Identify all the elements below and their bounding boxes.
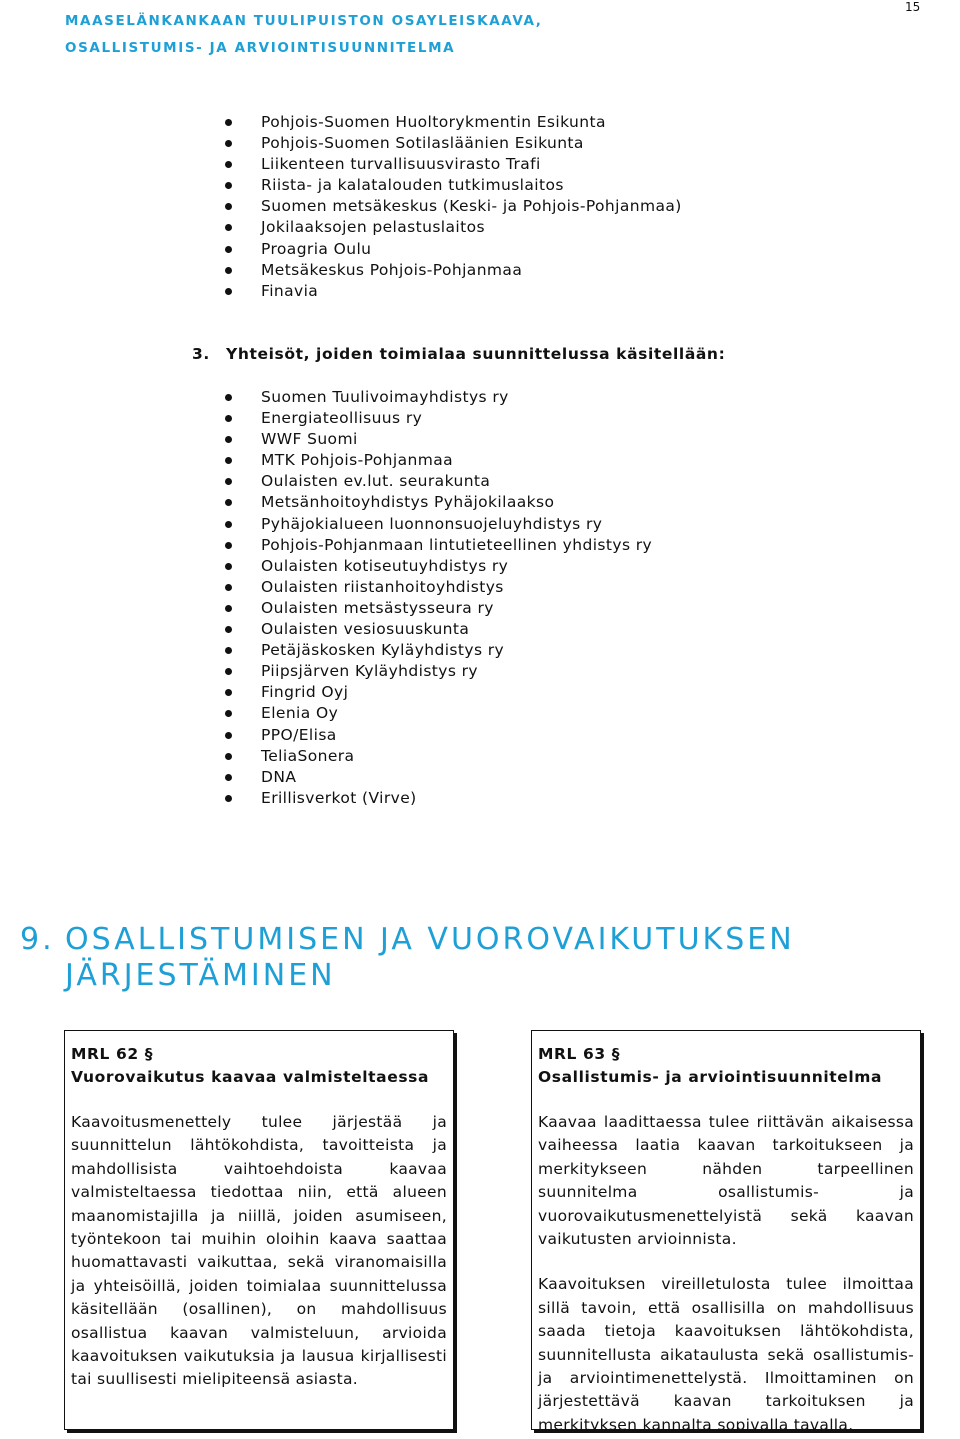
mrl-63-paragraph-1: Kaavaa laadittaessa tulee riittävän aikaisessa vaiheessa laatia kaavan tarkoitukseen ja merkitykseen nähden tarpeellinen suunnitelma osallistumis- ja vuorovaikutusmenettelyistä sekä kaavan vaikutusten arvioinnista. [538, 1113, 914, 1249]
document-title [65, 8, 543, 62]
authority-list-item: Liikenteen turvallisuusvirasto Trafi [225, 154, 682, 175]
document-title-line2: OSALLISTUMIS- JA ARVIOINTISUUNNITELMA [65, 40, 456, 56]
community-list-item: Oulaisten vesiosuuskunta [225, 619, 652, 640]
document-title-line1: MAASELÄNKANKAAN TUULIPUISTON OSAYLEISKAAVA, [65, 13, 543, 29]
section-3-number: 3. [192, 345, 210, 363]
community-list-item: Suomen Tuulivoimayhdistys ry [225, 387, 652, 408]
mrl-62-paragraph: Kaavoitusmenettely tulee järjestää ja suunnittelun lähtökohdista, tavoitteista ja mahdollisista vaihtoehdoista kaavaa valmisteltaessa tiedottaa niin, että alueen maanomistajilla ja niillä, joiden asumiseen, työntekoon tai muihin oloihin kaava saattaa huomattavasti vaikuttaa, sekä viranomaisilla ja yhteisöillä, joiden toimialaa suunnittelussa käsitellään (osallinen), on mahdollisuus osallistua kaavan valmisteluun, arvioida kaavoituksen vaikutuksia ja lausua kirjallisesti tai suullisesti mielipiteensä asiasta. [71, 1113, 447, 1389]
community-list-item: Metsänhoitoyhdistys Pyhäjokilaakso [225, 492, 652, 513]
community-list-item: Oulaisten metsästysseura ry [225, 598, 652, 619]
authorities-list [225, 112, 682, 302]
community-list-item: WWF Suomi [225, 429, 652, 450]
chapter-title: OSALLISTUMISEN JA VUOROVAIKUTUKSEN JÄRJESTÄMINEN [65, 922, 795, 993]
mrl-62-reference: MRL 62 § [71, 1045, 154, 1063]
community-list-item: Piipsjärven Kyläyhdistys ry [225, 661, 652, 682]
mrl-63-paragraph-2: Kaavoituksen vireilletulosta tulee ilmoittaa sillä tavoin, että osallisilla on mahdollisuus saada tietoja kaavoituksen lähtökohdista, suunnitellusta aikataulusta sekä osallistumis- ja arviointimenettelystä. Ilmoittaminen on järjestettävä kaavan tarkoituksen ja merkityksen kannalta sopivalla tavalla. [538, 1275, 914, 1434]
community-list-item: Pyhäjokialueen luonnonsuojeluyhdistys ry [225, 514, 652, 535]
authority-list-item: Proagria Oulu [225, 239, 682, 260]
mrl-63-reference: MRL 63 § [538, 1045, 621, 1063]
mrl-63-box [531, 1030, 921, 1434]
community-list-item: DNA [225, 767, 652, 788]
authority-list-item: Jokilaaksojen pelastuslaitos [225, 217, 682, 238]
authority-list-item: Suomen metsäkeskus (Keski- ja Pohjois-Pohjanmaa) [225, 196, 682, 217]
community-list-item: Petäjäskosken Kyläyhdistys ry [225, 640, 652, 661]
mrl-63-heading: Osallistumis- ja arviointisuunnitelma [538, 1068, 883, 1086]
community-list-item: Pohjois-Pohjanmaan lintutieteellinen yhdistys ry [225, 535, 652, 556]
section-3-heading [192, 345, 725, 363]
mrl-62-box [64, 1030, 454, 1430]
chapter-number: 9. [20, 922, 55, 957]
community-list-item: Elenia Oy [225, 703, 652, 724]
page-number: 15 [905, 0, 921, 14]
authority-list-item: Metsäkeskus Pohjois-Pohjanmaa [225, 260, 682, 281]
community-list-item: Oulaisten riistanhoitoyhdistys [225, 577, 652, 598]
authority-list-item: Finavia [225, 281, 682, 302]
community-list-item: Oulaisten ev.lut. seurakunta [225, 471, 652, 492]
authority-list-item: Pohjois-Suomen Huoltorykmentin Esikunta [225, 112, 682, 133]
authority-list-item: Pohjois-Suomen Sotilasläänien Esikunta [225, 133, 682, 154]
community-list-item: Fingrid Oyj [225, 682, 652, 703]
authority-list-item: Riista- ja kalatalouden tutkimuslaitos [225, 175, 682, 196]
community-list-item: MTK Pohjois-Pohjanmaa [225, 450, 652, 471]
community-list-item: Energiateollisuus ry [225, 408, 652, 429]
section-3-title: Yhteisöt, joiden toimialaa suunnittelussa käsitellään: [226, 345, 726, 363]
community-list-item: Erillisverkot (Virve) [225, 788, 652, 809]
mrl-62-heading: Vuorovaikutus kaavaa valmisteltaessa [71, 1068, 430, 1086]
communities-list [225, 387, 652, 809]
community-list-item: TeliaSonera [225, 746, 652, 767]
community-list-item: PPO/Elisa [225, 725, 652, 746]
community-list-item: Oulaisten kotiseutuyhdistys ry [225, 556, 652, 577]
